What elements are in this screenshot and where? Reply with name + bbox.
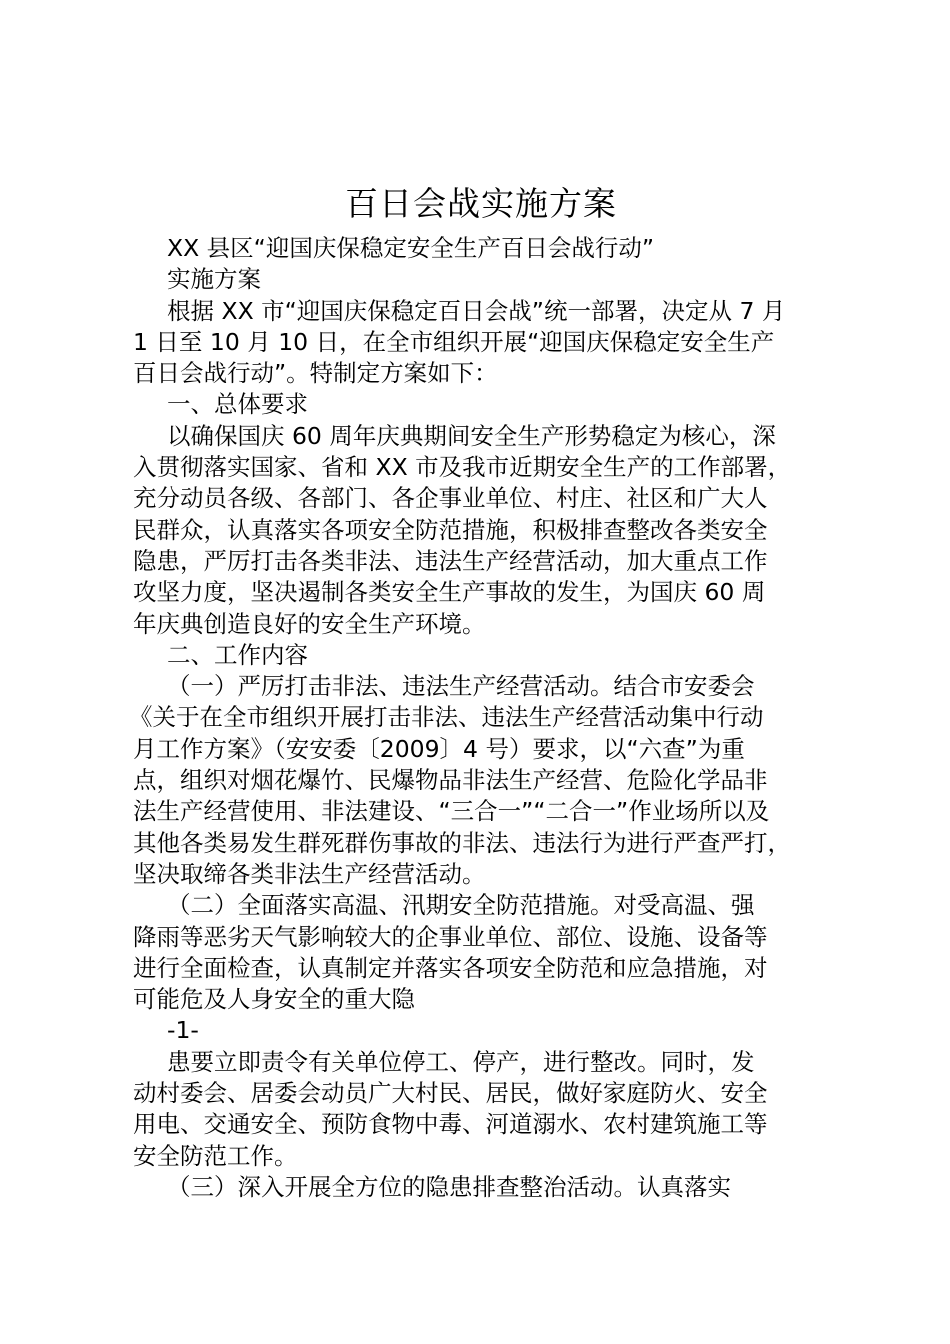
paragraph-line: 《关于在全市组织开展打击非法、违法生产经营活动集中行动 [129,703,764,732]
paragraph-line: 动村委会、居委会动员广大村民、居民，做好家庭防火、安全 [133,1079,768,1108]
paragraph-line: 患要立即责令有关单位停工、停产，进行整改。同时，发 [167,1047,755,1076]
paragraph-line: （一）严厉打击非法、违法生产经营活动。结合市安委会 [167,672,755,701]
paragraph-line: 根据 XX 市“迎国庆保稳定百日会战”统一部署，决定从 7 月 [167,296,786,325]
paragraph-line: 百日会战行动”。特制定方案如下： [133,359,498,388]
document-title: 百日会战实施方案 [345,184,617,223]
paragraph-line: 入贯彻落实国家、省和 XX 市及我市近期安全生产的工作部署， [133,453,792,482]
paragraph-line: 坚决取缔各类非法生产经营活动。 [133,859,486,888]
paragraph-line: 降雨等恶劣天气影响较大的企事业单位、部位、设施、设备等 [133,922,768,951]
paragraph-line: 点，组织对烟花爆竹、民爆物品非法生产经营、危险化学品非 [133,766,768,795]
paragraph-line: 隐患，严厉打击各类非法、违法生产经营活动，加大重点工作 [133,546,768,575]
paragraph-line: （三）深入开展全方位的隐患排查整治活动。认真落实 [167,1172,731,1201]
paragraph-line: 用电、交通安全、预防食物中毒、河道溺水、农村建筑施工等 [133,1110,768,1139]
paragraph-line: （二）全面落实高温、汛期安全防范措施。对受高温、强 [167,891,755,920]
paragraph-line: 攻坚力度，坚决遏制各类安全生产事故的发生，为国庆 60 周 [133,578,766,607]
document-body [129,233,833,1203]
paragraph-line: 年庆典创造良好的安全生产环境。 [133,609,486,638]
paragraph-line: 其他各类易发生群死群伤事故的非法、违法行为进行严查严打， [133,828,791,857]
paragraph-line: 法生产经营使用、非法建设、“三合一”“二合一”作业场所以及 [133,797,770,826]
paragraph-line: 安全防范工作。 [133,1141,298,1170]
paragraph-line: 1 日至 10 月 10 日，在全市组织开展“迎国庆保稳定安全生产 [133,327,775,356]
paragraph-line: 以确保国庆 60 周年庆典期间安全生产形势稳定为核心，深 [167,421,776,450]
subtitle-line-1: XX 县区“迎国庆保稳定安全生产百日会战行动” [167,234,655,262]
section-heading: 二、工作内容 [167,640,308,669]
paragraph-line: 月工作方案》（安安委〔2009〕4 号）要求，以“六查”为重 [133,734,745,763]
paragraph-line: 民群众，认真落实各项安全防范措施，积极排查整改各类安全 [133,515,768,544]
page-number: -1- [167,1016,199,1045]
subtitle-line-2: 实施方案 [167,265,261,294]
paragraph-line: 可能危及人身安全的重大隐 [133,985,415,1014]
paragraph-line: 进行全面检查，认真制定并落实各项安全防范和应急措施，对 [133,953,768,982]
paragraph-line: 充分动员各级、各部门、各企事业单位、村庄、社区和广大人 [133,484,768,513]
section-heading: 一、总体要求 [167,390,308,419]
